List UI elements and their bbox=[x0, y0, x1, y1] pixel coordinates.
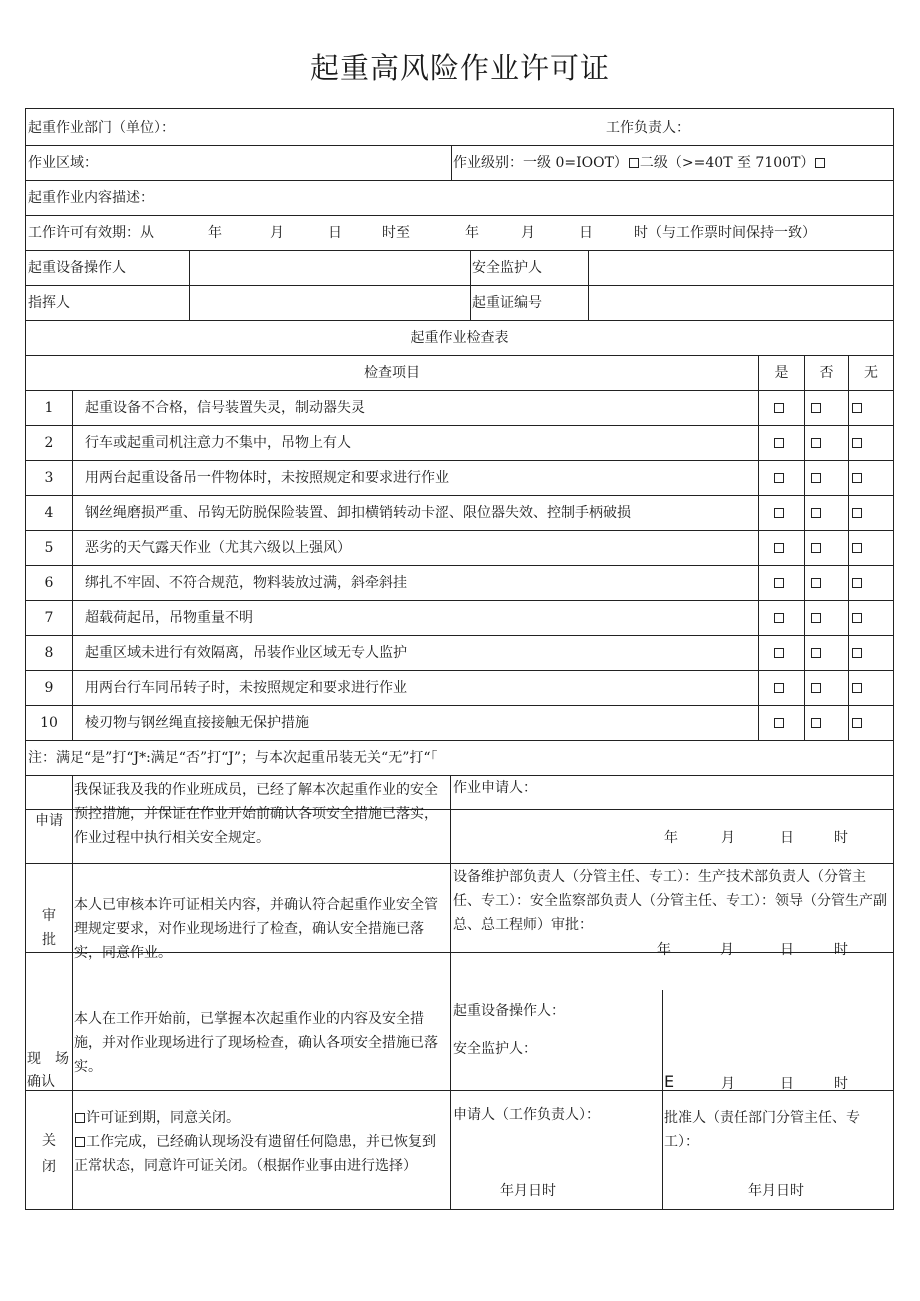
validity-year-2: 年 bbox=[465, 225, 479, 241]
rule bbox=[26, 460, 893, 461]
site-label-2: 确认 bbox=[27, 1074, 55, 1090]
row-number: 8 bbox=[44, 645, 54, 661]
approve-label-2: 批 bbox=[42, 932, 56, 948]
na-checkbox[interactable] bbox=[852, 473, 862, 483]
checklist-note: 注：满足“是”打“J*:满足“否”打“J”；与本次起重吊装无关“无”打“「 bbox=[28, 750, 438, 766]
row-number: 7 bbox=[44, 610, 54, 626]
commander-label: 指挥人 bbox=[28, 295, 70, 311]
yes-checkbox[interactable] bbox=[774, 438, 784, 448]
leader-label: 工作负责人： bbox=[606, 120, 690, 136]
apply-day: 日 bbox=[780, 830, 794, 846]
apply-year: 年 bbox=[664, 830, 678, 846]
na-checkbox[interactable] bbox=[852, 508, 862, 518]
approve-day: 日 bbox=[780, 942, 794, 958]
rule bbox=[804, 355, 805, 740]
yes-checkbox[interactable] bbox=[774, 473, 784, 483]
rule bbox=[26, 180, 893, 181]
rule bbox=[26, 565, 893, 566]
col-yes-header: 是 bbox=[774, 365, 789, 381]
col-na-header: 无 bbox=[864, 365, 878, 381]
row-number: 9 bbox=[44, 680, 54, 696]
rule bbox=[26, 320, 893, 321]
close-approver-date: 年月日时 bbox=[748, 1183, 804, 1199]
site-statement: 本人在工作开始前，已掌握本次起重作业的内容及安全措施，并对作业现场进行了现场检查，确认各项安全措施已落实。 bbox=[74, 1011, 438, 1075]
validity-day-1: 日 bbox=[328, 225, 342, 241]
row-text: 起重区域未进行有效隔离，吊装作业区域无专人监护 bbox=[85, 645, 407, 661]
validity-month-1: 月 bbox=[270, 225, 284, 241]
na-checkbox[interactable] bbox=[852, 543, 862, 553]
rule bbox=[758, 355, 759, 740]
close-label-2: 闭 bbox=[42, 1159, 56, 1175]
no-checkbox[interactable] bbox=[811, 578, 821, 588]
col-item-header: 检查项目 bbox=[364, 365, 420, 381]
row-text: 恶劣的天气露天作业（尤其六级以上强风） bbox=[85, 540, 351, 556]
site-year: E bbox=[664, 1072, 675, 1091]
site-hour: 时 bbox=[834, 1076, 848, 1092]
yes-checkbox[interactable] bbox=[774, 543, 784, 553]
na-checkbox[interactable] bbox=[852, 648, 862, 658]
yes-checkbox[interactable] bbox=[774, 683, 784, 693]
row-number: 4 bbox=[44, 505, 54, 521]
page-title: 起重高风险作业许可证 bbox=[309, 51, 610, 85]
na-checkbox[interactable] bbox=[852, 438, 862, 448]
no-checkbox[interactable] bbox=[811, 648, 821, 658]
apply-statement: 我保证我及我的作业班成员，已经了解本次起重作业的安全预控措施，并保证在作业开始前确认各项安全措施已落实，作业过程中执行相关安全规定。 bbox=[74, 782, 438, 846]
no-checkbox[interactable] bbox=[811, 438, 821, 448]
rule bbox=[26, 775, 893, 776]
rule bbox=[26, 863, 893, 864]
area-label: 作业区域： bbox=[28, 155, 98, 171]
close-option-2-checkbox[interactable] bbox=[75, 1137, 85, 1147]
row-number: 3 bbox=[44, 470, 54, 486]
validity-year-1: 年 bbox=[208, 225, 222, 241]
rule bbox=[26, 635, 893, 636]
monitor-label: 安全监护人 bbox=[472, 260, 542, 276]
approve-month: 月 bbox=[720, 942, 734, 958]
rule bbox=[470, 250, 471, 320]
rule bbox=[26, 1090, 893, 1091]
rule bbox=[26, 355, 893, 356]
approve-label-1: 审 bbox=[42, 908, 56, 924]
approve-year: 年 bbox=[657, 942, 671, 958]
permit-form bbox=[25, 108, 894, 1210]
site-operator-label: 起重设备操作人： bbox=[453, 1003, 565, 1019]
site-day: 日 bbox=[780, 1076, 794, 1092]
cert-label: 起重证编号 bbox=[472, 295, 542, 311]
row-text: 棱刃物与钢丝绳直接接触无保护措施 bbox=[85, 715, 309, 731]
rule bbox=[451, 145, 452, 180]
rule bbox=[26, 285, 893, 286]
rule bbox=[26, 670, 893, 671]
rule bbox=[848, 355, 849, 740]
rule bbox=[26, 425, 893, 426]
rule bbox=[26, 705, 893, 706]
rule bbox=[72, 775, 73, 1210]
rule bbox=[72, 390, 73, 740]
no-checkbox[interactable] bbox=[811, 473, 821, 483]
row-text: 行车或起重司机注意力不集中，吊物上有人 bbox=[85, 435, 351, 451]
no-checkbox[interactable] bbox=[811, 403, 821, 413]
level-2-checkbox[interactable] bbox=[815, 158, 825, 168]
content-label: 起重作业内容描述： bbox=[28, 190, 154, 206]
close-approver-label: 批准人（责任部门分管主任、专工）： bbox=[664, 1110, 860, 1150]
validity-month-2: 月 bbox=[521, 225, 535, 241]
approve-hour: 时 bbox=[834, 942, 848, 958]
row-text: 用两台起重设备吊一件物体时，未按照规定和要求进行作业 bbox=[85, 470, 449, 486]
row-text: 绑扎不牢固、不符合规范，物料装放过满，斜牵斜挂 bbox=[85, 575, 407, 591]
row-number: 2 bbox=[44, 435, 54, 451]
row-number: 5 bbox=[44, 540, 54, 556]
dept-label: 起重作业部门（单位）： bbox=[28, 120, 175, 136]
yes-checkbox[interactable] bbox=[774, 403, 784, 413]
no-checkbox[interactable] bbox=[811, 613, 821, 623]
applicant-label: 作业申请人： bbox=[453, 780, 537, 796]
level-label: 作业级别：一级 0=IOOT） 二级（>=40T 至 7100T） bbox=[453, 154, 826, 172]
row-text: 起重设备不合格，信号装置失灵，制动器失灵 bbox=[85, 400, 365, 416]
col-no-header: 否 bbox=[819, 365, 834, 381]
site-month: 月 bbox=[721, 1076, 735, 1092]
row-number: 10 bbox=[40, 715, 58, 731]
close-option-2: 工作完成，已经确认现场没有遗留任何隐患，并已恢复到正常状态，同意许可证关闭。（根据作业事由进行选择） bbox=[74, 1134, 436, 1174]
na-checkbox[interactable] bbox=[852, 403, 862, 413]
row-number: 6 bbox=[44, 575, 54, 591]
yes-checkbox[interactable] bbox=[774, 613, 784, 623]
apply-hour: 时 bbox=[834, 830, 848, 846]
validity-hour-to: 时至 bbox=[382, 225, 410, 241]
rule bbox=[26, 390, 893, 391]
rule bbox=[26, 740, 893, 741]
close-applicant-date: 年月日时 bbox=[500, 1183, 556, 1199]
rule bbox=[26, 250, 893, 251]
rule bbox=[26, 145, 893, 146]
rule bbox=[662, 990, 663, 1210]
no-checkbox[interactable] bbox=[811, 683, 821, 693]
rule bbox=[26, 530, 893, 531]
rule bbox=[450, 775, 451, 1210]
no-checkbox[interactable] bbox=[811, 508, 821, 518]
yes-checkbox[interactable] bbox=[774, 508, 784, 518]
row-number: 1 bbox=[44, 400, 54, 416]
rule bbox=[588, 250, 589, 320]
site-monitor-label: 安全监护人： bbox=[453, 1041, 537, 1057]
approve-statement: 本人已审核本许可证相关内容，并确认符合起重作业安全管理规定要求，对作业现场进行了检查，确认安全措施已落实，同意作业。 bbox=[74, 897, 438, 961]
apply-month: 月 bbox=[721, 830, 735, 846]
close-label-1: 关 bbox=[42, 1133, 56, 1149]
close-applicant-label: 申请人（工作负责人）： bbox=[453, 1107, 600, 1123]
validity-prefix: 工作许可有效期：从 bbox=[28, 225, 154, 241]
close-option-1: 许可证到期，同意关闭。 bbox=[74, 1106, 448, 1130]
level-1-checkbox[interactable] bbox=[629, 158, 639, 168]
na-checkbox[interactable] bbox=[852, 613, 862, 623]
na-checkbox[interactable] bbox=[852, 683, 862, 693]
row-text: 用两台行车同吊转子时，未按照规定和要求进行作业 bbox=[85, 680, 407, 696]
row-text: 超载荷起吊，吊物重量不明 bbox=[85, 610, 253, 626]
validity-hour-suffix: 时（与工作票时间保持一致） bbox=[634, 225, 816, 241]
na-checkbox[interactable] bbox=[852, 718, 862, 728]
yes-checkbox[interactable] bbox=[774, 648, 784, 658]
checklist-title: 起重作业检查表 bbox=[410, 330, 509, 346]
rule bbox=[26, 600, 893, 601]
yes-checkbox[interactable] bbox=[774, 718, 784, 728]
apply-label: 申请 bbox=[35, 813, 63, 829]
yes-checkbox[interactable] bbox=[774, 578, 784, 588]
no-checkbox[interactable] bbox=[811, 718, 821, 728]
rule bbox=[189, 250, 190, 320]
site-label-1: 现 场 bbox=[27, 1051, 69, 1067]
close-option-1-checkbox[interactable] bbox=[75, 1113, 85, 1123]
rule bbox=[26, 215, 893, 216]
validity-day-2: 日 bbox=[579, 225, 593, 241]
rule bbox=[26, 495, 893, 496]
no-checkbox[interactable] bbox=[811, 543, 821, 553]
row-text: 钢丝绳磨损严重、吊钩无防脱保险装置、卸扣横销转动卡涩、限位器失效、控制手柄破损 bbox=[85, 505, 631, 521]
approve-signers: 设备维护部负责人（分管主任、专工）：生产技术部负责人（分管主任、专工）：安全监察部负责人（分管主任、专工）：领导（分管生产副总、总工程师）审批： bbox=[453, 869, 887, 933]
operator-label: 起重设备操作人 bbox=[28, 260, 126, 276]
na-checkbox[interactable] bbox=[852, 578, 862, 588]
